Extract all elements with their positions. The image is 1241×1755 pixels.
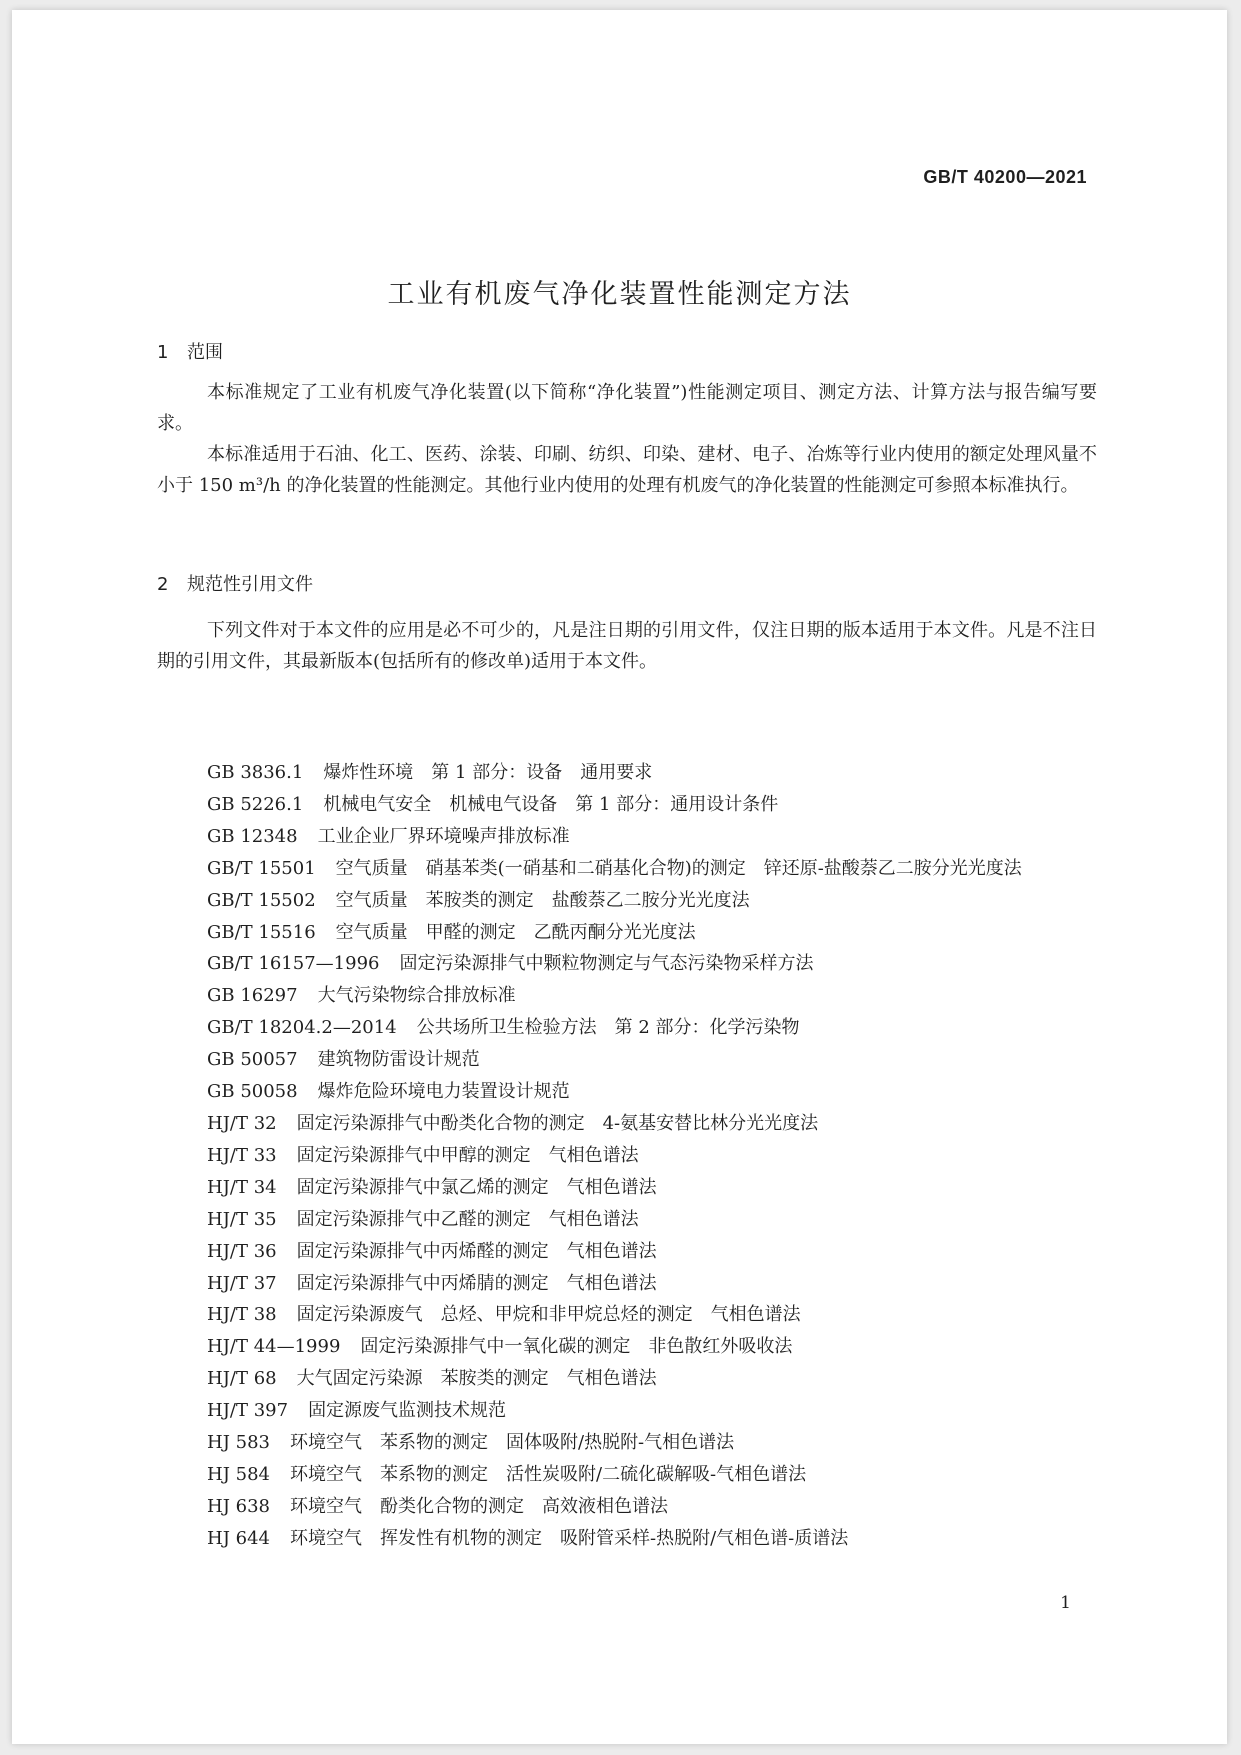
reference-item xyxy=(157,789,1097,821)
reference-code: HJ 638 xyxy=(207,1495,270,1517)
references-intro-paragraph: 下列文件对于本文件的应用是必不可少的，凡是注日期的引用文件，仅注日期的版本适用于本文件。凡是不注日期的引用文件，其最新版本(包括所有的修改单)适用于本文件。 xyxy=(157,620,1097,672)
reference-code: HJ/T 397 xyxy=(207,1400,289,1422)
reference-title: 固定污染源排气中甲醇的测定 气相色谱法 xyxy=(296,1144,639,1166)
standard-code: GB/T 40200—2021 xyxy=(923,167,1087,187)
reference-code: GB/T 18204.2—2014 xyxy=(207,1017,397,1039)
page-number: 1 xyxy=(1060,1593,1071,1613)
reference-title: 公共场所卫生检验方法 第 2 部分：化学污染物 xyxy=(416,1017,800,1039)
reference-item xyxy=(157,1427,1097,1459)
reference-item xyxy=(157,821,1097,853)
section-title: 规范性引用文件 xyxy=(187,574,313,595)
reference-item xyxy=(157,1299,1097,1331)
reference-item xyxy=(157,1204,1097,1236)
reference-code: HJ/T 32 xyxy=(207,1112,277,1134)
reference-code: HJ/T 38 xyxy=(207,1304,277,1326)
reference-title: 爆炸性环境 第 1 部分：设备 通用要求 xyxy=(323,762,653,783)
section-number: 2 xyxy=(157,574,169,595)
reference-code: GB/T 15501 xyxy=(207,857,316,879)
reference-title: 机械电气安全 机械电气设备 第 1 部分：通用设计条件 xyxy=(323,793,779,815)
reference-title: 固定污染源排气中氯乙烯的测定 气相色谱法 xyxy=(296,1176,657,1198)
reference-title: 空气质量 甲醛的测定 乙酰丙酮分光光度法 xyxy=(335,921,696,943)
reference-title: 固定污染源排气中丙烯醛的测定 气相色谱法 xyxy=(296,1240,657,1262)
reference-title: 大气固定污染源 苯胺类的测定 气相色谱法 xyxy=(296,1368,657,1390)
reference-code: GB/T 15502 xyxy=(207,889,316,911)
reference-item xyxy=(157,1108,1097,1140)
reference-title: 大气污染物综合排放标准 xyxy=(317,985,516,1007)
reference-title: 固定源废气监测技术规范 xyxy=(308,1400,507,1422)
reference-code: HJ/T 34 xyxy=(207,1176,277,1198)
reference-item xyxy=(157,948,1097,980)
reference-title: 环境空气 挥发性有机物的测定 吸附管采样-热脱附/气相色谱-质谱法 xyxy=(290,1527,849,1549)
reference-title: 固定污染源排气中一氧化碳的测定 非色散红外吸收法 xyxy=(360,1336,793,1358)
reference-title: 环境空气 苯系物的测定 固体吸附/热脱附-气相色谱法 xyxy=(290,1432,735,1454)
reference-item xyxy=(157,1172,1097,1204)
reference-item xyxy=(157,1076,1097,1108)
reference-code: HJ 584 xyxy=(207,1463,270,1485)
section-title: 范围 xyxy=(187,342,223,363)
reference-title: 空气质量 苯胺类的测定 盐酸萘乙二胺分光光度法 xyxy=(335,889,750,911)
reference-item xyxy=(157,1140,1097,1172)
reference-code: GB 50057 xyxy=(207,1049,298,1071)
reference-item xyxy=(157,1044,1097,1076)
section-heading-normative-references xyxy=(157,570,313,596)
reference-item xyxy=(157,1331,1097,1363)
reference-code: GB/T 15516 xyxy=(207,921,316,943)
reference-item xyxy=(157,1459,1097,1491)
reference-item xyxy=(157,1395,1097,1427)
reference-item xyxy=(157,980,1097,1012)
reference-code: GB 12348 xyxy=(207,825,298,847)
reference-title: 固定污染源排气中颗粒物测定与气态污染物采样方法 xyxy=(399,953,814,975)
reference-title: 固定污染源排气中丙烯腈的测定 气相色谱法 xyxy=(296,1272,657,1294)
reference-item xyxy=(157,1012,1097,1044)
reference-code: HJ/T 37 xyxy=(207,1272,277,1294)
reference-list xyxy=(157,757,1097,1555)
reference-title: 环境空气 苯系物的测定 活性炭吸附/二硫化碳解吸-气相色谱法 xyxy=(290,1463,807,1485)
reference-code: HJ/T 36 xyxy=(207,1240,277,1262)
reference-item xyxy=(157,853,1097,885)
reference-title: 爆炸危险环境电力装置设计规范 xyxy=(317,1081,570,1103)
reference-code: GB 5226.1 xyxy=(207,793,304,815)
reference-title: 固定污染源排气中酚类化合物的测定 4-氨基安替比林分光光度法 xyxy=(296,1112,819,1134)
reference-code: GB 16297 xyxy=(207,985,298,1007)
reference-item xyxy=(157,1268,1097,1300)
section-heading-scope xyxy=(157,338,223,364)
reference-item xyxy=(157,757,1097,789)
reference-item xyxy=(157,917,1097,949)
document-page xyxy=(12,10,1227,1744)
section-number: 1 xyxy=(157,342,169,363)
reference-code: HJ 583 xyxy=(207,1432,270,1454)
reference-code: HJ/T 44—1999 xyxy=(207,1336,341,1358)
reference-title: 固定污染源废气 总烃、甲烷和非甲烷总烃的测定 气相色谱法 xyxy=(296,1304,801,1326)
reference-title: 工业企业厂界环境噪声排放标准 xyxy=(317,825,570,847)
reference-code: GB 50058 xyxy=(207,1081,298,1103)
reference-code: GB/T 16157—1996 xyxy=(207,953,380,975)
reference-item xyxy=(157,1236,1097,1268)
scope-paragraph-1: 本标准规定了工业有机废气净化装置(以下简称“净化装置”)性能测定项目、测定方法、计算方法与报告编写要求。 xyxy=(157,382,1097,434)
reference-title: 固定污染源排气中乙醛的测定 气相色谱法 xyxy=(296,1208,639,1230)
reference-title: 建筑物防雷设计规范 xyxy=(317,1049,480,1071)
reference-item xyxy=(157,1363,1097,1395)
reference-title: 空气质量 硝基苯类(一硝基和二硝基化合物)的测定 锌还原-盐酸萘乙二胺分光光度法 xyxy=(335,857,1022,879)
reference-code: HJ 644 xyxy=(207,1527,270,1549)
reference-code: HJ/T 35 xyxy=(207,1208,277,1230)
scope-paragraph-2: 本标准适用于石油、化工、医药、涂装、印刷、纺织、印染、建材、电子、冶炼等行业内使用的额定处理风量不小于 150 m³/h 的净化装置的性能测定。其他行业内使用的处理有机废气的净化装置的性能测定可参照本标准执行。 xyxy=(157,444,1097,496)
reference-item xyxy=(157,1523,1097,1555)
reference-item xyxy=(157,885,1097,917)
reference-code: GB 3836.1 xyxy=(207,762,304,783)
reference-title: 环境空气 酚类化合物的测定 高效液相色谱法 xyxy=(290,1495,668,1517)
document-title: 工业有机废气净化装置性能测定方法 xyxy=(387,279,852,310)
reference-item xyxy=(157,1491,1097,1523)
reference-code: HJ/T 68 xyxy=(207,1368,277,1390)
reference-code: HJ/T 33 xyxy=(207,1144,277,1166)
